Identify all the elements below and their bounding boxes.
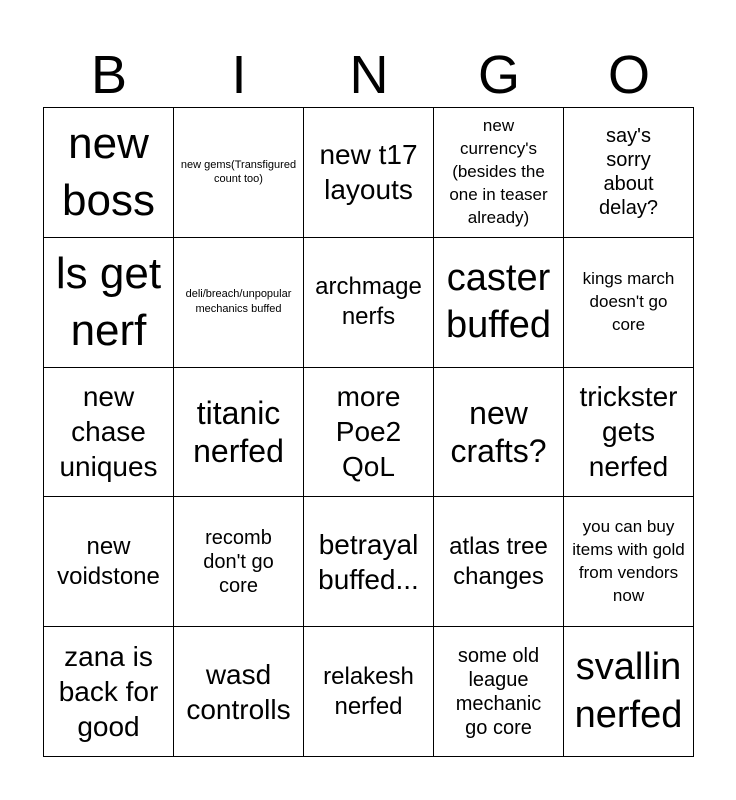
cell-text: some old league mechanic go core [455, 644, 542, 739]
bingo-cell[interactable] [44, 627, 174, 757]
bingo-cell[interactable] [304, 238, 434, 368]
cell-text: new chase uniques [59, 381, 158, 483]
bingo-cell[interactable] [44, 108, 174, 238]
bingo-cell[interactable] [564, 497, 694, 627]
bingo-cell[interactable] [44, 497, 174, 627]
cell-text: new crafts? [450, 394, 547, 469]
cell-text: new currency's (besides the one in teaser already) [449, 116, 548, 227]
cell-text: you can buy items with gold from vendors now [572, 516, 685, 605]
bingo-cell[interactable] [304, 497, 434, 627]
cell-text: ls get nerf [55, 249, 162, 356]
cell-text: atlas tree changes [449, 532, 548, 590]
cell-text: recomb don't go core [203, 526, 274, 597]
bingo-cell[interactable] [564, 238, 694, 368]
bingo-cell[interactable] [434, 238, 564, 368]
cell-text: zana is back for good [58, 641, 159, 743]
bingo-cell[interactable] [564, 627, 694, 757]
cell-text: say's sorry about delay? [599, 125, 658, 220]
cell-text: wasd controlls [186, 658, 291, 725]
bingo-cell[interactable] [564, 108, 694, 238]
cell-text: archmage nerfs [315, 273, 422, 331]
bingo-board [43, 107, 694, 757]
bingo-header [44, 44, 694, 106]
cell-text: new gems(Transfigured count too) [180, 158, 297, 186]
header-letter-b: B [90, 45, 128, 105]
header-letter-o: O [607, 45, 650, 105]
bingo-cell[interactable] [174, 497, 304, 627]
bingo-cell[interactable] [44, 238, 174, 368]
cell-text: caster buffed [446, 256, 551, 347]
cell-text: svallin nerfed [574, 646, 683, 736]
cell-text: new t17 layouts [319, 139, 418, 206]
header-letter-i: I [231, 45, 247, 105]
bingo-cell[interactable] [304, 627, 434, 757]
bingo-cell[interactable] [434, 497, 564, 627]
bingo-cell[interactable] [174, 368, 304, 498]
cell-text: trickster gets nerfed [579, 381, 678, 483]
cell-text: titanic nerfed [193, 394, 284, 469]
cell-text: new voidstone [57, 532, 160, 590]
cell-text: relakesh nerfed [323, 662, 414, 720]
bingo-cell[interactable] [304, 368, 434, 498]
bingo-cell[interactable] [304, 108, 434, 238]
bingo-cell[interactable] [434, 108, 564, 238]
cell-text: deli/breach/unpopular mechanics buffed [185, 288, 292, 316]
cell-text: new boss [62, 119, 155, 226]
bingo-cell[interactable] [564, 368, 694, 498]
bingo-cell[interactable] [174, 238, 304, 368]
bingo-cell[interactable] [174, 627, 304, 757]
cell-text: more Poe2 QoL [335, 381, 402, 483]
bingo-cell[interactable] [434, 627, 564, 757]
header-letter-n: N [349, 45, 389, 105]
bingo-cell[interactable] [434, 368, 564, 498]
cell-text: betrayal buffed... [318, 528, 419, 595]
bingo-cell[interactable] [174, 108, 304, 238]
cell-text: kings march doesn't go core [582, 268, 675, 334]
bingo-cell[interactable] [44, 368, 174, 498]
header-letter-g: G [477, 45, 520, 105]
